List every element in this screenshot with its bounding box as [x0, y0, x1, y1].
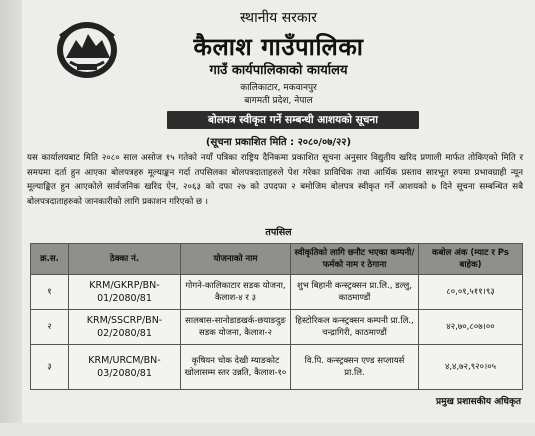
- table-header-row: [31, 244, 523, 275]
- cell-company: वि.पि. कन्स्ट्रक्सन एण्ड सप्लायर्स प्रा.लि.: [291, 345, 419, 390]
- address-line-2: बागमती प्रदेश, नेपाल: [244, 96, 313, 106]
- bottom-edge: [0, 423, 535, 436]
- cell-contract-no: KRM/URCM/BN-03/2080/81: [69, 345, 181, 390]
- cell-bid-amount: ४२,७०,८०७।००: [419, 310, 523, 345]
- header-project-name: योजनाको नाम: [181, 244, 291, 275]
- bid-table: [30, 243, 523, 390]
- cell-bid-amount: ८०,०१,५११।९३: [419, 275, 523, 310]
- municipality-title: कैलाश गाउँपालिका: [193, 33, 364, 61]
- header-company: स्वीकृतिको लागि छनौट भएका कम्पनी/फर्मको नाम र ठेगाना: [291, 244, 419, 275]
- header-bid-amount: कबोल अंक (म्याट र Ps बाहेक): [419, 244, 523, 275]
- header-contract-no: ठेक्का नं.: [69, 244, 181, 275]
- cell-serial: २: [31, 310, 69, 345]
- cell-bid-amount: ४,४,७२,९२०।०५: [419, 345, 523, 390]
- notice-document: [22, 0, 535, 436]
- cell-serial: ३: [31, 345, 69, 390]
- cell-serial: १: [31, 275, 69, 310]
- cell-contract-no: KRM/SSCRP/BN-02/2080/81: [69, 310, 181, 345]
- published-date: (सूचना प्रकाशित मिति : २०८०/०७/२२): [205, 137, 352, 148]
- cell-project-name: सालबास-सानोडाडखर्क-छयाङदुङ सडक योजना, कैलाश-२: [181, 310, 291, 345]
- table-row: [31, 345, 523, 390]
- office-name: गाउँ कार्यपालिकाको कार्यालय: [209, 63, 348, 78]
- table-row: [31, 275, 523, 310]
- address-line-1: कालिकाटार, मकवानपुर: [240, 83, 317, 93]
- left-page-edge: [0, 0, 22, 436]
- signatory-title: प्रमुख प्रशासकीय अधिकृत: [435, 397, 521, 407]
- cell-project-name: कृषियन चोक देखी म्याङकोट खोलासम्म स्तर उन्नति, कैलाश-१०: [181, 345, 291, 390]
- tapsil-heading: तपसिल: [265, 227, 292, 238]
- government-level: स्थानीय सरकार: [240, 10, 317, 26]
- cell-project-name: गोगने-कालिकाटार सडक योजना, कैलाश-४ र ३: [181, 275, 291, 310]
- cell-contract-no: KRM/GKRP/BN-01/2080/81: [69, 275, 181, 310]
- cell-company: हिस्टोरिकल कन्स्ट्रक्सन कम्पनी प्रा.लि., चन्द्रागिरी, काठमाण्डौं: [291, 310, 419, 345]
- cell-company: शुभ बिहानी कन्स्ट्रक्सन प्रा.लि., डल्लु, काठमाण्डौं: [291, 275, 419, 310]
- notice-body: यस कार्यालयबाट मिति २०८० साल असोज १५ गतेको नयाँ पत्रिका राष्ट्रिय दैनिकमा प्रकाशित सूचना अनुसार विद्युतीय खरिद प्रणाली मार्फत तोकिएको मिति र समयमा दर्ता हुन आएका बोलपत्रहरु मूल्याङ्कन गर्दा तपसिलका बोलपत्रदाताहरुले पेश गरेका प्राविधिक तथा आर्थिक प्रस्ताव सारभूत रुपमा प्रभावग्राही न्यून मूल्याङ्कित हुन आएकोले सार्वजनिक खरिद ऐन, २०६३ को दफा २७ को उपदफा २ बमोजिम बोलपत्र स्वीकृत गर्ने आशयको ७ दिने सूचना सम्बन्धित सबै बोलपत्रदाताहरुको जानकारीको लागि प्रकाशन गरिएको छ ।: [27, 153, 523, 207]
- table-row: [31, 310, 523, 345]
- notice-banner: बोलपत्र स्वीकृत गर्ने सम्बन्धी आशयको सूचना: [167, 111, 419, 129]
- header-serial: क्र.स.: [31, 244, 69, 275]
